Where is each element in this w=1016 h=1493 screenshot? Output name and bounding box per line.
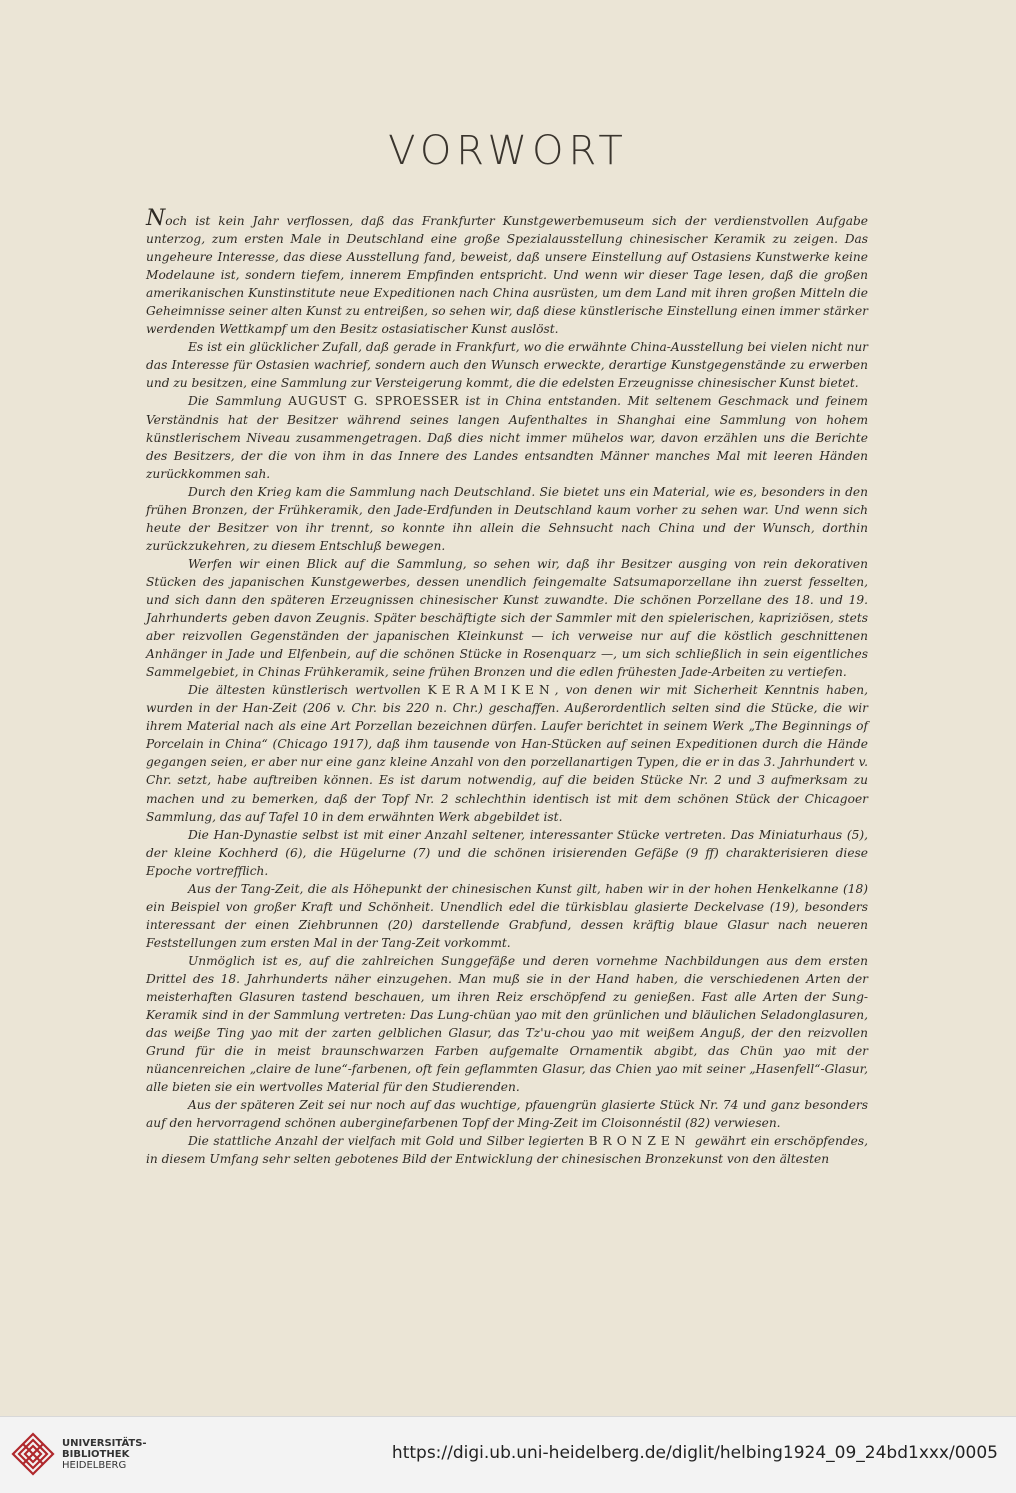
paragraph: Noch ist kein Jahr verflossen, daß das Frankfurter Kunstgewerbemuseum sich der verdienstvollen Aufgabe unterzog, zum ersten Male in Deutschland eine große Spezialausstellung chinesischer Keramik zu zeigen. Das ungeheure Interesse, das diese Ausstellung fand, beweist, daß unsere Einstellung auf Ostasiens Kunstwerke keine Modelaune ist, sondern tiefem, innerem Empfinden entspricht. Und wenn wir dieser Tage lesen, daß die großen amerikanischen Kunstinstitute neue Expeditionen nach China ausrüsten, um dem Land mit ihren großen Mitteln die Geheimnisse seiner alten Kunst zu entreißen, so sehen wir, daß diese künstlerische Einstellung einen immer stärker werdenden Wettkampf um den Besitz ostasiatischer Kunst auslöst. — [146, 206, 868, 337]
paragraph: Durch den Krieg kam die Sammlung nach Deutschland. Sie bietet uns ein Material, wie es, besonders in den frühen Bronzen, der Frühkeramik, den Jade-Erdfunden in Deutschland kaum vorher zu sehen war. Und wenn sich heute der Besitzer von ihr trennt, so konnte ihn allein die Sehnsucht nach China und der Wunsch, dorthin zurückzukehren, zu diesem Entschluß bewegen. — [146, 484, 868, 553]
paragraph: Die stattliche Anzahl der vielfach mit Gold und Silber legierten BRONZEN gewährt ein erschöpfendes, in diesem Umfang sehr selten gebotenes Bild der Entwicklung der chinesischen Bronzekunst von den ältesten — [146, 1134, 868, 1167]
paragraph: Es ist ein glücklicher Zufall, daß gerade in Frankfurt, wo die erwähnte China-Ausstellung bei vielen nicht nur das Interesse für Ostasien wachrief, sondern auch den Wunsch erweckte, derartige Kunstgegenstände zu erwerben und zu besitzen, eine Sammlung zur Versteigerung kommt, die die edelsten Erzeugnisse chinesischer Kunst bietet. — [146, 340, 868, 391]
paragraph: Werfen wir einen Blick auf die Sammlung, so sehen wir, daß ihr Besitzer ausging von rein dekorativen Stücken des japanischen Kunstgewerbes, dessen unendlich feingemalte Satsumaporzellane ihn zuerst fesselten, und sich dann den späteren Erzeugnissen chinesischer Kunst zuwandte. Die schönen Porzellane des 18. und 19. Jahrhunderts geben davon Zeugnis. Später beschäftigte sich der Sammler mit den spielerischen, kapriziösen, stets aber reizvollen Gegenständen der japanischen Kleinkunst — ich verweise nur auf die köstlich geschnittenen Anhänger in Jade und Elfenbein, auf die schönen Stücke in Rosenquarz —, um sich schließlich in sein eigentliches Sammelgebiet, in Chinas Frühkeramik, seine frühen Bronzen und die edlen frühesten Jade-Arbeiten zu vertiefen. — [146, 556, 868, 680]
paragraph: Die Han-Dynastie selbst ist mit einer Anzahl seltener, interessanter Stücke vertreten. Das Miniaturhaus (5), der kleine Kochherd (6), die Hügelurne (7) und die schönen irisierenden Gefäße (9 ff) charakterisieren diese Epoche vortrefflich. — [146, 827, 868, 878]
paragraph: Aus der späteren Zeit sei nur noch auf das wuchtige, pfauengrün glasierte Stück Nr. 74 und ganz besonders auf den hervorragend schönen auberginefarbenen Topf der Ming-Zeit im Cloisonnéstil (82) verwiesen. — [146, 1098, 868, 1131]
drop-cap: N — [146, 206, 166, 231]
spaced-heading-word: KERAMIKEN — [427, 683, 555, 698]
viewer-footer — [0, 1416, 1016, 1493]
body-text — [146, 206, 868, 1168]
paragraph: Die Sammlung AUGUST G. SPROESSER ist in China entstanden. Mit seltenem Geschmack und feinem Verständnis hat der Besitzer während seines langen Aufenthaltes in Shanghai eine Sammlung von hohem künstlerischem Niveau zusammengetragen. Daß dies nicht immer mühelos war, davon erzählen uns die Berichte des Besitzers, der die von ihm in das Innere des Landes entsandten Männer manches Mal mit leeren Händen zurückkommen sah. — [146, 394, 868, 481]
paragraph: Die ältesten künstlerisch wertvollen KERAMIKEN, von denen wir mit Sicherheit Kenntnis haben, wurden in der Han-Zeit (206 v. Chr. bis 220 n. Chr.) geschaffen. Außerordentlich selten sind die Stücke, die wir ihrem Material nach als eine Art Porzellan bezeichnen dürfen. Laufer berichtet in seinem Werk „The Beginnings of Porcelain in China“ (Chicago 1917), daß ihm tausende von Han-Stücken auf seinen Expeditionen durch die Hände gegangen seien, er aber nur eine ganz kleine Anzahl von den porzellanartigen Typen, die er in das 3. Jahrhundert v. Chr. setzt, habe auftreiben können. Es ist darum notwendig, auf die beiden Stücke Nr. 2 und 3 aufmerksam zu machen und zu bemerken, daß der Topf Nr. 2 schlechthin identisch ist mit dem schönen Stück der Chicagoer Sammlung, das auf Tafel 10 in dem erwähnten Werk abgebildet ist. — [146, 683, 868, 824]
paragraph: Aus der Tang-Zeit, die als Höhepunkt der chinesischen Kunst gilt, haben wir in der hohen Henkelkanne (18) ein Beispiel von großer Kraft und Schönheit. Unendlich edel die türkisblau glasierte Deckelvase (19), besonders interessant der einen Ziehbrunnen (20) darstellende Grabfund, dessen kräftig blaue Glasur nach neueren Feststellungen zum ersten Mal in der Tang-Zeit vorkommt. — [146, 881, 868, 950]
paragraph: Unmöglich ist es, auf die zahlreichen Sunggefäße und deren vornehme Nachbildungen aus dem ersten Drittel des 18. Jahrhunderts näher einzugehen. Man muß sie in der Hand haben, die verschiedenen Arten der meisterhaften Glasuren tastend beschauen, um ihren Reiz erschöpfend zu genießen. Fast alle Arten der Sung-Keramik sind in der Sammlung vertreten: Das Lung-chüan yao mit den grünlichen und bläulichen Seladonglasuren, das weiße Ting yao mit der zarten gelblichen Glasur, das Tz'u-chou yao mit weißem Anguß, der den reizvollen Grund für die in meist braunschwarzen Farben aufgemalte Ornamentik abgibt, das Chün yao mit der nüancenreichen „claire de lune“-farbenen, oft fein geflammten Glasur, das Chien yao mit seiner „Hasenfell“-Glasur, alle bieten sie ein wertvolles Material für den Studierenden. — [146, 953, 868, 1095]
page-title: VORWORT — [388, 128, 628, 174]
spaced-heading-word: BRONZEN — [588, 1134, 691, 1149]
collection-name: AUGUST G. SPROESSER — [288, 394, 459, 409]
permalink-url[interactable]: https://digi.ub.uni-heidelberg.de/diglit/helbing1924_09_24bd1xxx/0005 — [391, 1443, 998, 1463]
university-library-logo-icon[interactable] — [10, 1431, 56, 1477]
library-name[interactable]: UNIVERSITÄTS- BIBLIOTHEK HEIDELBERG — [62, 1438, 147, 1471]
